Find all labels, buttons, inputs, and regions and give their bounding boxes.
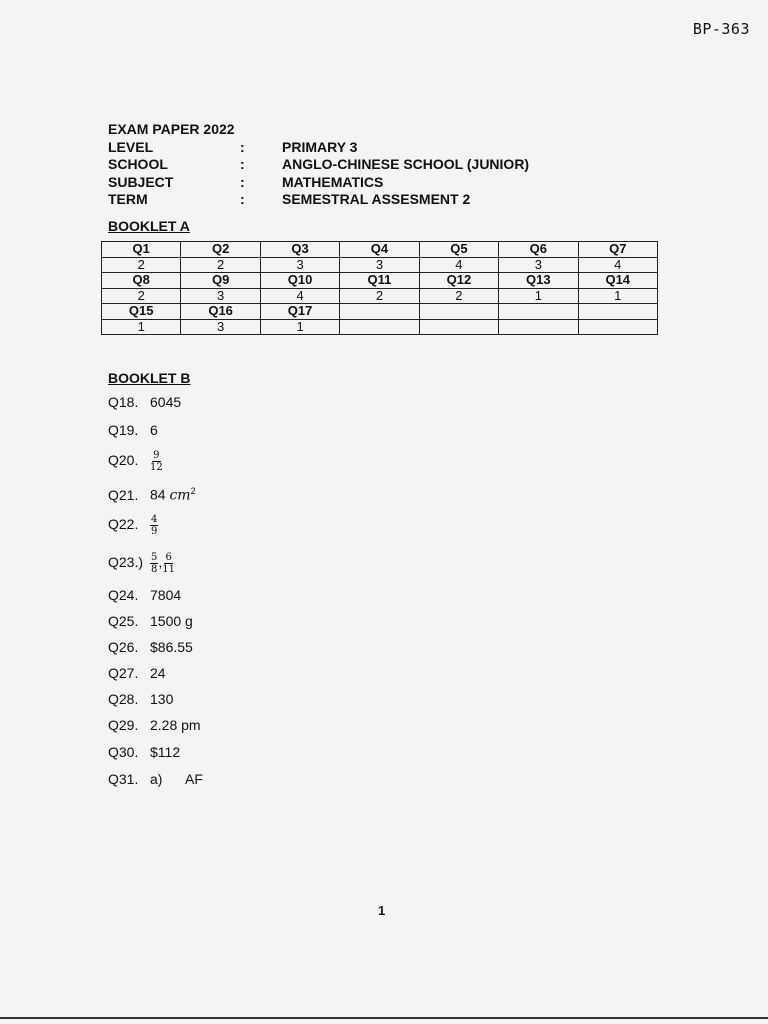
answer-cell: 2 <box>419 288 498 304</box>
answer-cell: 4 <box>578 257 657 273</box>
booklet-b-heading: BOOKLET B <box>108 370 191 386</box>
question-cell: Q5 <box>419 242 498 258</box>
answer-cell: 1 <box>499 288 578 304</box>
page-edge-divider <box>0 1017 768 1019</box>
question-cell: Q4 <box>340 242 419 258</box>
list-item: Q26. $86.55 <box>108 639 193 655</box>
page-number: 1 <box>378 903 386 918</box>
list-item: Q18. 6045 <box>108 394 182 410</box>
question-cell: Q7 <box>578 242 657 258</box>
booklet-a-heading: BOOKLET A <box>108 218 190 234</box>
exam-answer-page: BP-363 EXAM PAPER 2022 LEVEL : PRIMARY 3 SCHOOL : ANGLO-CHINESE SCHOOL (JUNIOR) SUBJECT : MATHEMATICS TERM : SEMESTRAL ASSESMENT 2 BOOKLET A Q1 Q2 Q3 Q4 Q5 Q6 Q7 2 2 3 3 4 3 4 Q8 Q9 Q10 Q11 Q12 Q13 Q14 2 3 4 2 2 1 1 Q15 Q16 Q17 1 3 1 BOOKLET B Q18. 6045 Q19. 6 Q20. $\frac{9}{12}$ Q21. 84 $cm^2$ Q22. $\frac{4}{9}$ Q23.) $\frac{5}{8}$ , $\frac{6}{11}$ Q24. 7804 Q25. 1500 g Q26. $86.55 Q27. 24 Q28. 130 Q29. 2.28 pm Q30. $112 Q31. a) AF 1 <box>0 0 768 1024</box>
table-row-questions <box>102 242 658 258</box>
question-cell: Q2 <box>181 242 260 258</box>
question-cell: Q15 <box>102 304 181 320</box>
question-cell <box>340 304 419 320</box>
question-cell: Q16 <box>181 304 260 320</box>
list-item: Q22. $\frac{4}{9}$ <box>108 514 158 537</box>
question-cell: Q8 <box>102 273 181 289</box>
answer-cell: 3 <box>181 288 260 304</box>
answer-cell <box>578 319 657 335</box>
list-item: Q20. $\frac{9}{12}$ <box>108 450 163 473</box>
answer-cell: 4 <box>419 257 498 273</box>
document-code: BP-363 <box>692 20 750 38</box>
list-item: Q29. 2.28 pm <box>108 717 201 733</box>
question-cell: Q1 <box>102 242 181 258</box>
question-cell: Q17 <box>260 304 339 320</box>
question-cell: Q3 <box>260 242 339 258</box>
list-item: Q23.) $\frac{5}{8}$ , $\frac{6}{11}$ <box>108 552 175 575</box>
answer-cell <box>340 319 419 335</box>
list-item: Q19. 6 <box>108 422 158 438</box>
fraction: $\frac{4}{9}$ <box>151 514 158 537</box>
question-cell: Q6 <box>499 242 578 258</box>
question-cell: Q14 <box>578 273 657 289</box>
list-item: Q25. 1500 g <box>108 613 193 629</box>
answer-cell: 2 <box>102 288 181 304</box>
answer-cell: 1 <box>578 288 657 304</box>
list-item: Q28. 130 <box>108 691 174 707</box>
table-row-answers <box>102 288 658 304</box>
answer-cell: 3 <box>499 257 578 273</box>
answer-cell: 3 <box>340 257 419 273</box>
answer-cell: 2 <box>181 257 260 273</box>
table-row-questions <box>102 273 658 289</box>
list-item: Q30. $112 <box>108 744 181 760</box>
fraction: $\frac{6}{11}$ <box>162 552 175 575</box>
list-item: Q24. 7804 <box>108 587 182 603</box>
fraction: $\frac{5}{8}$ <box>151 552 158 575</box>
answer-cell: 2 <box>340 288 419 304</box>
answer-cell: 1 <box>260 319 339 335</box>
question-cell: Q11 <box>340 273 419 289</box>
booklet-a-answer-table <box>101 241 658 335</box>
table-row-answers <box>102 257 658 273</box>
question-cell <box>578 304 657 320</box>
question-cell: Q12 <box>419 273 498 289</box>
answer-cell: 1 <box>102 319 181 335</box>
table-row-questions <box>102 304 658 320</box>
table-row-answers <box>102 319 658 335</box>
answer-cell <box>499 319 578 335</box>
list-item: Q21. 84 $cm^2$ <box>108 486 196 504</box>
answer-cell: 2 <box>102 257 181 273</box>
list-item: Q31. a) AF <box>108 771 203 787</box>
answer-cell: 4 <box>260 288 339 304</box>
question-cell <box>419 304 498 320</box>
question-cell: Q10 <box>260 273 339 289</box>
list-item: Q27. 24 <box>108 665 166 681</box>
question-cell: Q9 <box>181 273 260 289</box>
answer-cell: 3 <box>260 257 339 273</box>
answer-cell <box>419 319 498 335</box>
question-cell <box>499 304 578 320</box>
question-cell: Q13 <box>499 273 578 289</box>
fraction: $\frac{9}{12}$ <box>150 450 163 473</box>
answer-cell: 3 <box>181 319 260 335</box>
